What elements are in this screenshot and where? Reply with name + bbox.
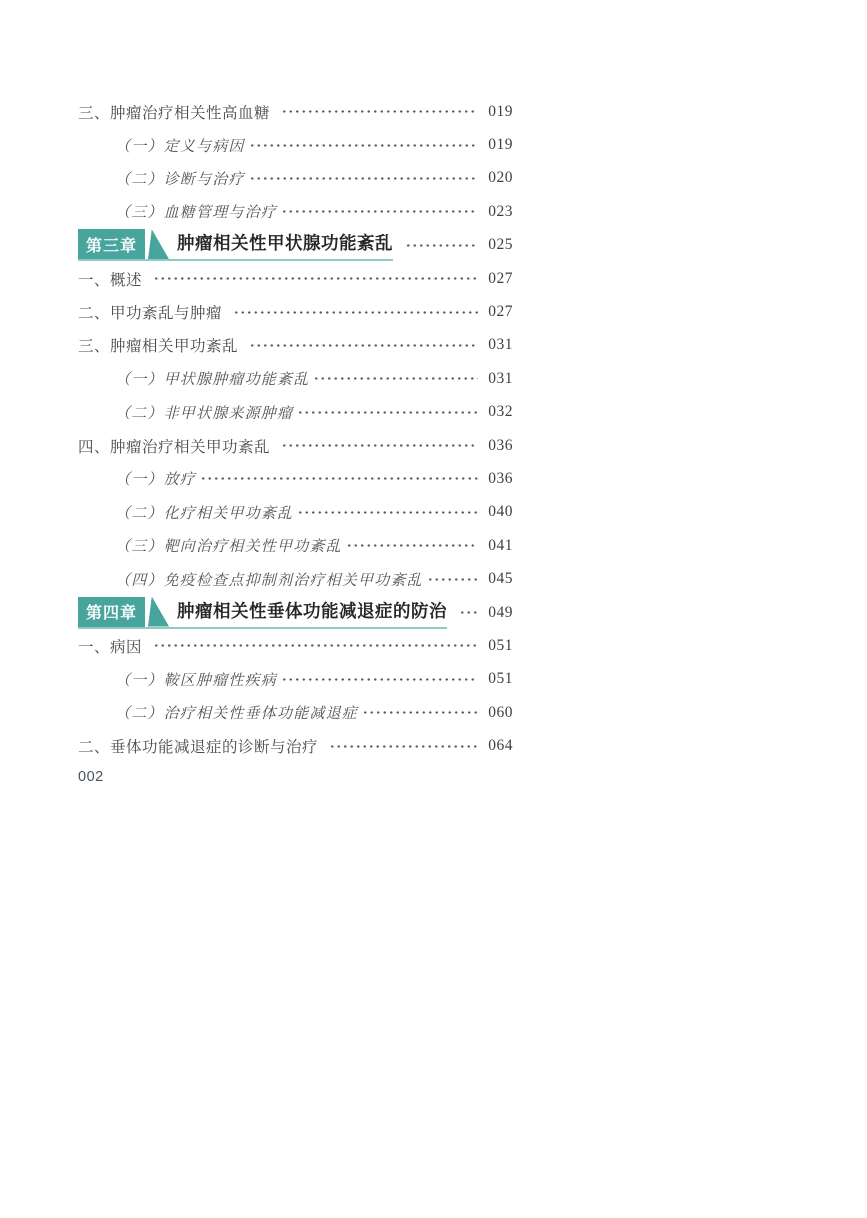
toc-entry-row bbox=[78, 529, 513, 562]
page-number-footer: 002 bbox=[78, 768, 104, 785]
dot-leader bbox=[249, 171, 478, 186]
toc-page-number: 019 bbox=[488, 102, 513, 120]
toc-entry-label: 四、肿瘤治疗相关甲功紊乱 bbox=[78, 438, 271, 456]
toc-entry-row bbox=[78, 95, 513, 128]
toc-entry-label: （四）免疫检查点抑制剂治疗相关甲功紊乱 bbox=[115, 572, 423, 589]
toc-page-number: 041 bbox=[488, 536, 513, 554]
chapter-heading bbox=[78, 597, 447, 629]
toc-entry-label: 三、肿瘤相关甲功紊乱 bbox=[78, 338, 239, 356]
toc-entry-row bbox=[78, 396, 513, 429]
toc-entry-label: （二）非甲状腺来源肿瘤 bbox=[115, 405, 294, 422]
toc-entry-label: （一）放疗 bbox=[115, 472, 197, 489]
dot-leader bbox=[297, 405, 478, 420]
chapter-badge bbox=[78, 229, 145, 259]
chapter-title: 肿瘤相关性垂体功能减退症的防治 bbox=[177, 600, 448, 621]
chapter-heading-row bbox=[78, 596, 513, 629]
dot-leader bbox=[346, 538, 478, 553]
toc-page-number: 036 bbox=[488, 436, 513, 454]
toc-entry-label: （一）鞍区肿瘤性疾病 bbox=[115, 672, 278, 689]
toc-entry-row bbox=[78, 195, 513, 228]
toc-entry-row bbox=[78, 663, 513, 696]
chapter-title: 肿瘤相关性甲状腺功能紊乱 bbox=[177, 233, 394, 254]
chapter-heading-row bbox=[78, 229, 513, 262]
toc-entry-label: 三、肿瘤治疗相关性高血糖 bbox=[78, 104, 271, 122]
toc-page-number: 023 bbox=[488, 202, 513, 220]
dot-leader bbox=[233, 305, 478, 320]
banner-triangle-icon bbox=[148, 229, 169, 259]
chapter-badge bbox=[78, 597, 145, 627]
toc-entry-label: （一）甲状腺肿瘤功能紊乱 bbox=[115, 372, 310, 389]
toc-entry-row bbox=[78, 295, 513, 328]
dot-leader bbox=[329, 739, 478, 754]
toc-page-number: 032 bbox=[488, 403, 513, 421]
dot-leader bbox=[297, 505, 478, 520]
dot-leader bbox=[153, 638, 478, 653]
dot-leader bbox=[281, 672, 478, 687]
dot-leader bbox=[200, 471, 478, 486]
dot-leader bbox=[313, 371, 478, 386]
toc-entry-row bbox=[78, 696, 513, 729]
toc-entry-row bbox=[78, 362, 513, 395]
dot-leader bbox=[281, 204, 478, 219]
toc-entry-label: （三）靶向治疗相关性甲功紊乱 bbox=[115, 539, 342, 556]
banner-triangle-icon bbox=[148, 597, 169, 627]
toc-entry-label: （二）诊断与治疗 bbox=[115, 171, 245, 188]
toc-entry-row bbox=[78, 429, 513, 462]
toc-page-number: 060 bbox=[488, 703, 513, 721]
toc-page-number: 049 bbox=[488, 603, 513, 621]
toc-entry-row bbox=[78, 729, 513, 762]
table-of-contents bbox=[78, 95, 513, 785]
toc-page-number: 040 bbox=[488, 503, 513, 521]
dot-leader bbox=[459, 605, 478, 620]
dot-leader bbox=[427, 572, 478, 587]
toc-page-number: 064 bbox=[488, 737, 513, 755]
chapter-heading bbox=[78, 229, 393, 261]
toc-page-number: 036 bbox=[488, 469, 513, 487]
toc-entry-row bbox=[78, 262, 513, 295]
toc-entry-row bbox=[78, 562, 513, 595]
toc-entry-row bbox=[78, 462, 513, 495]
toc-page-number: 027 bbox=[488, 269, 513, 287]
toc-list bbox=[78, 95, 513, 763]
toc-entry-label: （三）血糖管理与治疗 bbox=[115, 205, 278, 222]
toc-entry-label: 一、概述 bbox=[78, 271, 143, 289]
chapter-badge-label: 第四章 bbox=[86, 605, 138, 623]
toc-entry-label: 二、甲功紊乱与肿瘤 bbox=[78, 305, 223, 323]
toc-page-number: 027 bbox=[488, 303, 513, 321]
dot-leader bbox=[249, 138, 478, 153]
toc-page-number: 020 bbox=[488, 169, 513, 187]
toc-page-number: 031 bbox=[488, 336, 513, 354]
dot-leader bbox=[362, 705, 478, 720]
toc-entry-row bbox=[78, 496, 513, 529]
toc-page-number: 019 bbox=[488, 136, 513, 154]
toc-entry-row bbox=[78, 162, 513, 195]
dot-leader bbox=[281, 438, 478, 453]
dot-leader bbox=[405, 238, 478, 253]
toc-entry-row bbox=[78, 128, 513, 161]
toc-entry-label: 二、垂体功能减退症的诊断与治疗 bbox=[78, 739, 319, 757]
toc-page-number: 045 bbox=[488, 570, 513, 588]
toc-page-number: 051 bbox=[488, 636, 513, 654]
dot-leader bbox=[249, 338, 478, 353]
dot-leader bbox=[153, 271, 478, 286]
toc-entry-label: （二）治疗相关性垂体功能减退症 bbox=[115, 706, 359, 723]
toc-entry-label: 一、病因 bbox=[78, 638, 143, 656]
toc-entry-label: （一）定义与病因 bbox=[115, 138, 245, 155]
dot-leader bbox=[281, 104, 478, 119]
chapter-badge-label: 第三章 bbox=[86, 237, 138, 255]
toc-entry-row bbox=[78, 329, 513, 362]
toc-page-number: 051 bbox=[488, 670, 513, 688]
toc-entry-row bbox=[78, 629, 513, 662]
toc-page-number: 025 bbox=[488, 236, 513, 254]
toc-entry-label: （二）化疗相关甲功紊乱 bbox=[115, 505, 294, 522]
toc-page-number: 031 bbox=[488, 369, 513, 387]
